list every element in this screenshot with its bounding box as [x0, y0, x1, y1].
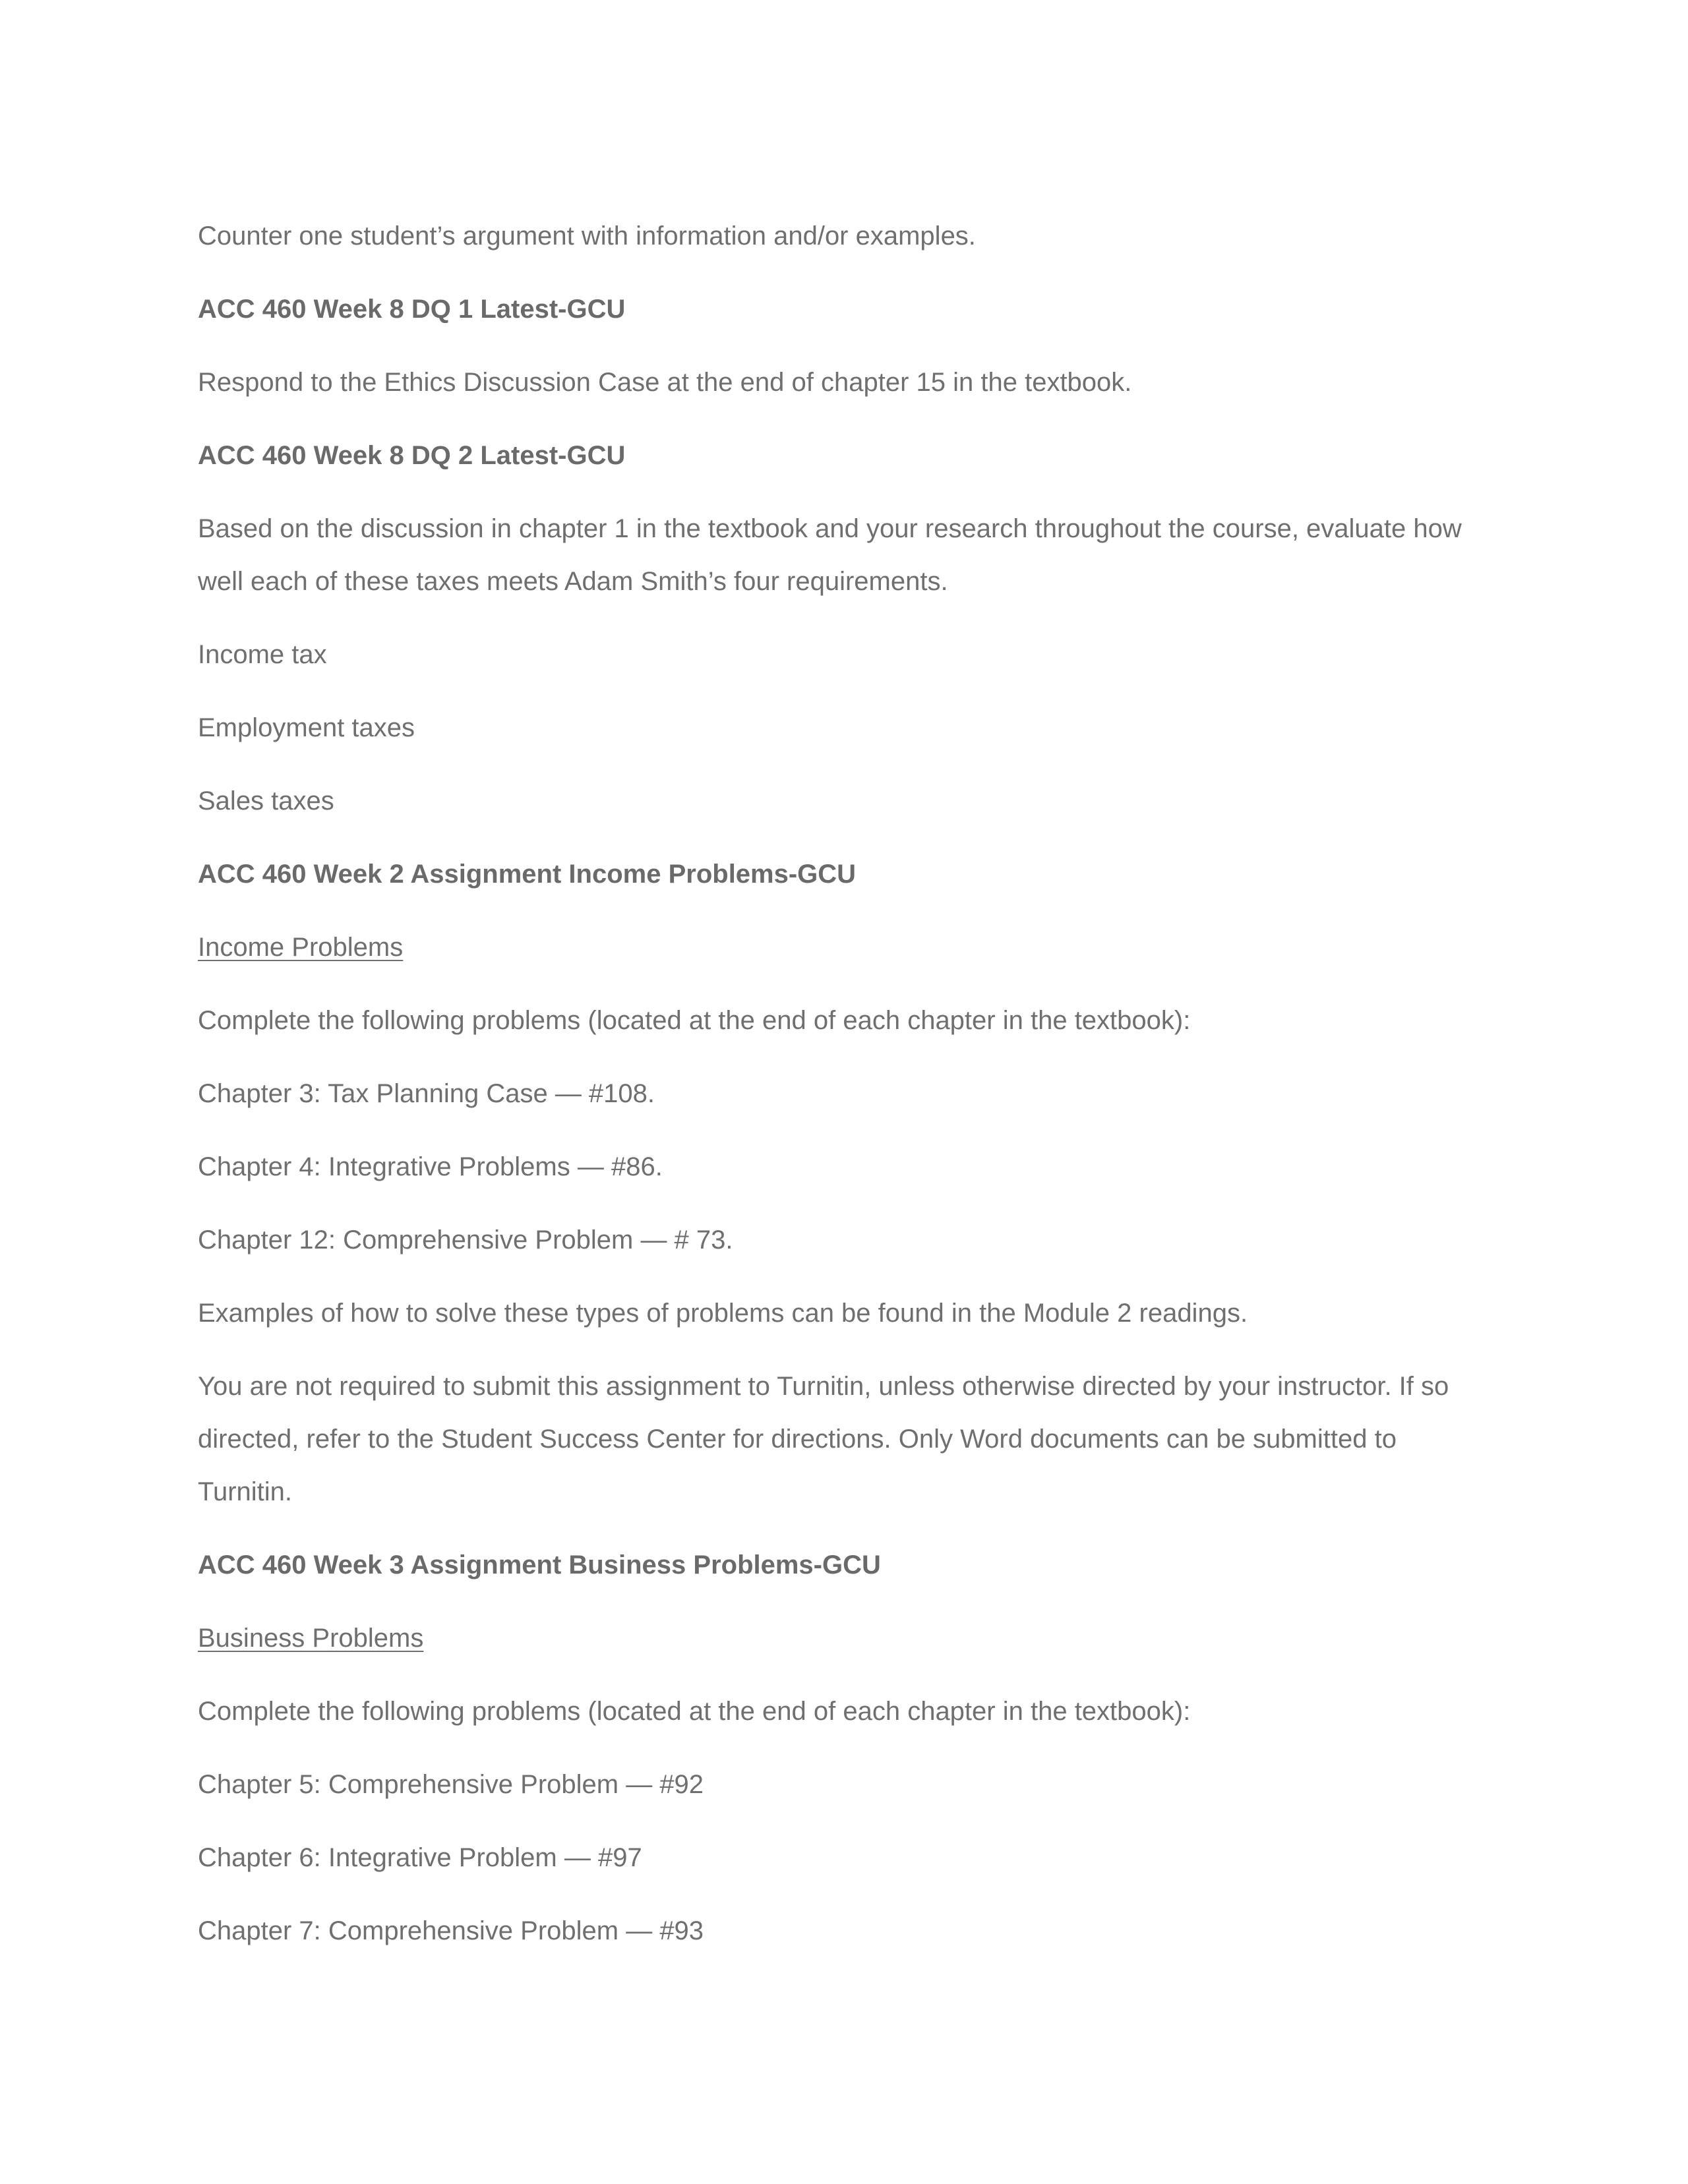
list-item-chapter-3: Chapter 3: Tax Planning Case — #108. [198, 1079, 655, 1108]
heading-week8-dq2: ACC 460 Week 8 DQ 2 Latest-GCU [198, 441, 626, 470]
subheading-income-problems [198, 921, 1490, 974]
heading-week8-dq1: ACC 460 Week 8 DQ 1 Latest-GCU [198, 295, 626, 324]
subheading-business-problems [198, 1612, 1490, 1665]
list-item-employment-taxes: Employment taxes [198, 713, 415, 742]
heading-week3-assignment: ACC 460 Week 3 Assignment Business Problems-GCU [198, 1550, 881, 1579]
paragraph-ethics-case: Respond to the Ethics Discussion Case at the end of chapter 15 in the textbook. [198, 368, 1132, 397]
list-item-chapter-6: Chapter 6: Integrative Problem — #97 [198, 1843, 642, 1872]
list-item-income-tax: Income tax [198, 640, 327, 669]
list-item-chapter-4: Chapter 4: Integrative Problems — #86. [198, 1152, 663, 1181]
list-item-chapter-5: Chapter 5: Comprehensive Problem — #92 [198, 1770, 704, 1799]
subheading-business-problems-text: Business Problems [198, 1624, 424, 1653]
document-body [198, 210, 1490, 1978]
heading-week2-assignment: ACC 460 Week 2 Assignment Income Problems-GCU [198, 860, 857, 889]
list-item-chapter-7: Chapter 7: Comprehensive Problem — #93 [198, 1916, 704, 1945]
list-item-sales-taxes: Sales taxes [198, 786, 334, 815]
list-item-chapter-12: Chapter 12: Comprehensive Problem — # 73. [198, 1225, 733, 1254]
paragraph-counter-argument: Counter one student’s argument with information and/or examples. [198, 221, 976, 251]
paragraph-turnitin: You are not required to submit this assignment to Turnitin, unless otherwise directed by your instructor. If so directed, refer to the Student Success Center for directions. Only Word documents can be submitted to Turnitin. [198, 1372, 1449, 1506]
paragraph-adam-smith: Based on the discussion in chapter 1 in the textbook and your research throughout the course, evaluate how well each of these taxes meets Adam Smith’s four requirements. [198, 514, 1462, 596]
paragraph-examples-module2: Examples of how to solve these types of problems can be found in the Module 2 readings. [198, 1299, 1248, 1328]
subheading-income-problems-text: Income Problems [198, 933, 404, 962]
paragraph-complete-problems-1: Complete the following problems (located at the end of each chapter in the textbook): [198, 1006, 1191, 1035]
paragraph-complete-problems-2: Complete the following problems (located at the end of each chapter in the textbook): [198, 1697, 1191, 1726]
